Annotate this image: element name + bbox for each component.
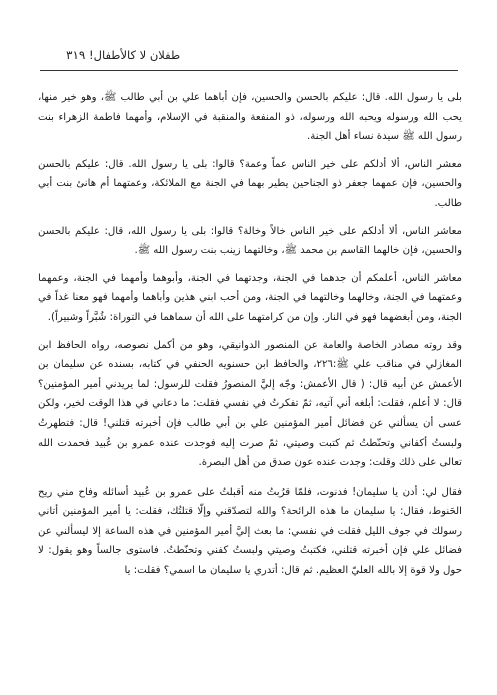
- paragraph-5: وقد روته مصادر الخاصة والعامة عن المنصور الدوانيقي، وهو من أكمل نصوصه، رواه الحافظ ابن المغازلي في مناقب علي ﷺ:٢٢٦، والحافظ ابن حسنويه الحنفي في كتابه، بسنده عن سليمان بن الأعمش عن أبيه قال: ( قال الأعمش: وجّه إليَّ المنصورُ فقلت للرسول: لما يريدني أمير المؤمنين؟ قال: لا أعلم، فقلت: أبلغه أني آتيه، ثمّ تفكرتُ في نفسي فقلت: ما دعاني في هذا الوقت لخير، ولكن عسى أن يسألني عن فضائل أمير المؤمنين علي بن أبي طالب فإن أخبرته قتلني! قال: فتطهرتُ ولبستُ أكفاني وتحنّطتُ ثم كتبت وصيتي، ثمّ صرت إليه فوجدت عنده عمرو بن عُبيد فحمدت الله تعالى على ذلك وقلت: وجدت عنده عون صدق من أهل البصرة.: [38, 339, 462, 469]
- paragraph-3: معاشر الناس، ألا أدلكم على خير الناس خالاً وخالة؟ قالوا: بلى يا رسول الله، قال: عليكم بالحسن والحسين، فإن خالهما القاسم بن محمد ﷺ، وخالتهما زينب بنت رسول الله ﷺ.: [38, 225, 462, 257]
- page-number: ٣١٩: [66, 48, 86, 62]
- running-header: [40, 48, 456, 68]
- paragraph-2: معشر الناس، ألا أدلكم على خير الناس عماً وعمة؟ قالوا: بلى يا رسول الله. قال: عليكم بالحسن والحسين، فإن عمهما جعفر ذو الجناحين يطير بهما في الجنة مع الملائكة، وعمتهما أم هانئ بنت أبي طالب.: [38, 158, 462, 209]
- paragraph-1: بلى يا رسول الله. قال: عليكم بالحسن والحسين، فإن أباهما علي بن أبي طالب ﷺ، وهو خير منها، يحب الله ورسوله ويحبه الله ورسوله، ذو المنفعة والمنقبة في الإسلام، وأمهما فاطمة الزهراء بنت رسول الله ﷺ سيدة نساء أهل الجنة.: [38, 92, 462, 143]
- body-text: [38, 88, 462, 589]
- running-title: طفلان لا كالأطفال!: [89, 48, 181, 62]
- paragraph-4: معاشر الناس، أعلمكم أن جدهما في الجنة، وجدتهما في الجنة، وأبوهما وأمهما في الجنة، وعمهما وعمتهما في الجنة، وخالهما وخالتهما في الجنة، ومن أحب ابني هذين وأباهما وأمهما فهو معنا غداً في الجنة، ومن أبغضهما فهو في النار. وإن من كرامتهما على الله أن سماهما في التوراة: شُبَّراً وشبيراً).: [38, 272, 462, 323]
- header-divider: [40, 70, 458, 71]
- header-title-and-page: [60, 48, 180, 62]
- paragraph-6: فقال لي: أدن يا سليمان! فدنوت، فلمّا قرُبتُ منه أقبلتُ على عمرو بن عُبيد أسائله وفاح مني ريح الحَنوط، فقال: يا سليمان ما هذه الرائحة؟ والله لتصدّقني وإلّا قتلتُك، فقلت: يا أمير المؤمنين أتاني رسولك في جوف الليل فقلت في نفسي: ما بعث إليَّ أمير المؤمنين في هذه الساعة إلا ليسألني عن فضائل علي فإن أخبرته قتلني، فكتبتُ وصيتي ولبستُ كفني وتحنّطتُ. فاستوى جالساً وهو يقول: لا حول ولا قوة إلا بالله العليّ العظيم. ثم قال: أتدري يا سليمان ما اسمي؟ فقلت: يا: [38, 486, 462, 577]
